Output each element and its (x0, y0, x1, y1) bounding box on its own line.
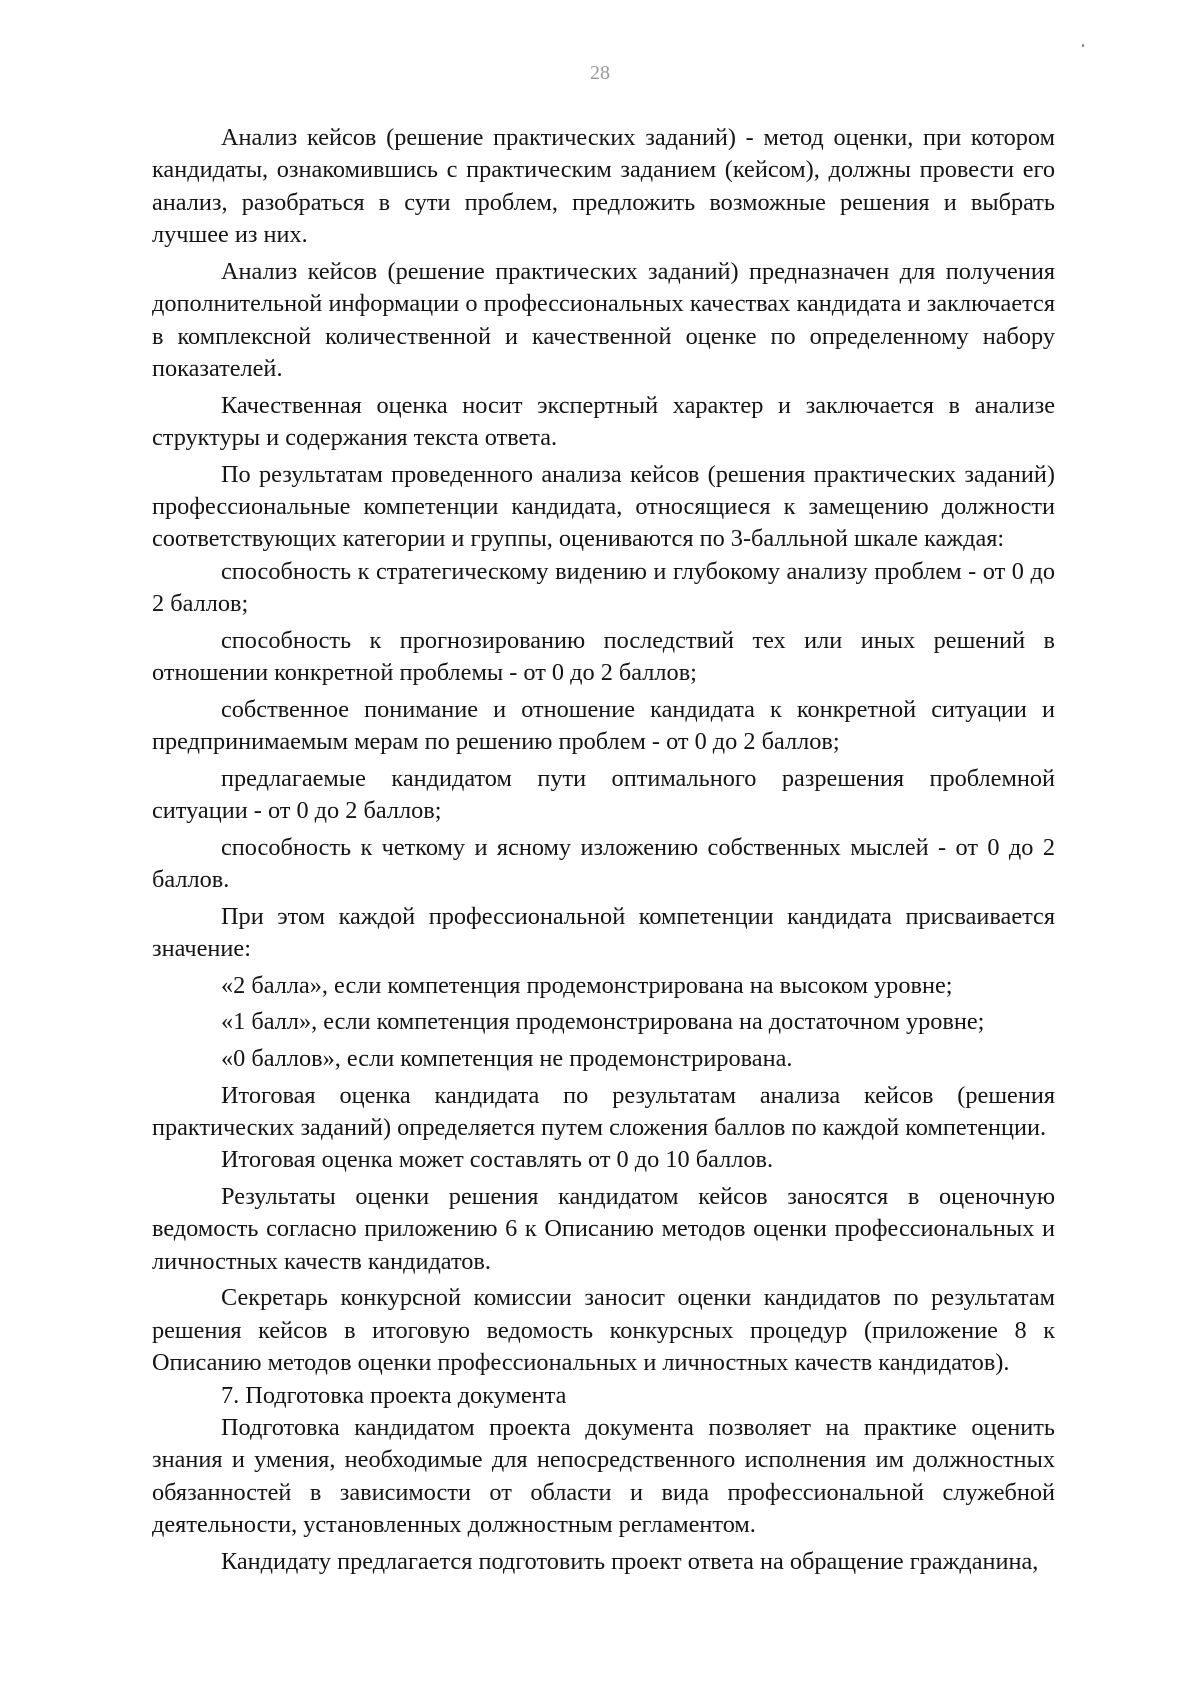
paragraph-competence-scale: По результатам проведенного анализа кейсов (решения практических заданий) профессиональные компетенции кандидата, относящиеся к замещению должности соответствующих категории и группы, оцениваются по 3-балльной шкале каждая: (152, 460, 1055, 553)
score-level-0: «0 баллов», если компетенция не продемонстрирована. (221, 1045, 793, 1073)
score-level-1: «1 балл», если компетенция продемонстрирована на достаточном уровне; (221, 1008, 985, 1036)
section-heading-document-draft: 7. Подготовка проекта документа (221, 1381, 567, 1409)
list-item-strategic-vision: способность к стратегическому видению и глубокому анализу проблем - от 0 до 2 баллов; (152, 557, 1055, 618)
score-level-2: «2 балла», если компетенция продемонстрирована на высоком уровне; (221, 971, 953, 999)
paragraph-qualitative-assessment: Качественная оценка носит экспертный характер и заключается в анализе структуры и содержания текста ответа. (152, 391, 1055, 452)
paragraph-document-draft-purpose: Подготовка кандидатом проекта документа позволяет на практике оценить знания и умения, необходимые для непосредственного исполнения им должностных обязанностей в зависимости от области и вида профессиональной служебной деятельности, установленных должностным регламентом. (152, 1414, 1055, 1539)
paragraph-final-score: Итоговая оценка кандидата по результатам анализа кейсов (решения практических заданий) определяется путем сложения баллов по каждой компетенции. (152, 1081, 1055, 1142)
list-item-proposed-solutions: предлагаемые кандидатом пути оптимального разрешения проблемной ситуации - от 0 до 2 баллов; (152, 764, 1055, 825)
paragraph-results-record: Результаты оценки решения кандидатом кейсов заносятся в оценочную ведомость согласно приложению 6 к Описанию методов оценки профессиональных и личностных качеств кандидатов. (152, 1183, 1055, 1275)
paragraph-secretary-record: Секретарь конкурсной комиссии заносит оценки кандидатов по результатам решения кейсов в итоговую ведомость конкурсных процедур (приложение 8 к Описанию методов оценки профессиональных и личностных качеств кандидатов). (152, 1284, 1055, 1377)
paragraph-document-draft-task: Кандидату предлагается подготовить проект ответа на обращение гражданина, (221, 1547, 1039, 1575)
paragraph-case-analysis-definition: Анализ кейсов (решение практических заданий) - метод оценки, при котором кандидаты, ознакомившись с практическим заданием (кейсом), должны провести его анализ, разобраться в сути проблем, предложить возможные решения и выбрать лучшее из них. (152, 124, 1055, 249)
list-item-own-understanding: собственное понимание и отношение кандидата к конкретной ситуации и предпринимаемым мерам по решению проблем - от 0 до 2 баллов; (152, 695, 1055, 756)
paragraph-final-score-range: Итоговая оценка может составлять от 0 до 10 баллов. (221, 1146, 774, 1174)
list-item-forecasting: способность к прогнозированию последствий тех или иных решений в отношении конкретной проблемы - от 0 до 2 баллов; (152, 626, 1055, 687)
document-body (152, 122, 1055, 1582)
paragraph-case-analysis-purpose: Анализ кейсов (решение практических заданий) предназначен для получения дополнительной информации о профессиональных качествах кандидата и заключается в комплексной количественной и качественной оценке по определенному набору показателей. (152, 257, 1055, 383)
list-item-clear-expression: способность к четкому и ясному изложению собственных мыслей - от 0 до 2 баллов. (152, 833, 1055, 894)
paragraph-value-assignment: При этом каждой профессиональной компетенции кандидата присваивается значение: (152, 902, 1055, 963)
scan-speck (1082, 44, 1084, 47)
page-number: 28 (590, 62, 610, 84)
